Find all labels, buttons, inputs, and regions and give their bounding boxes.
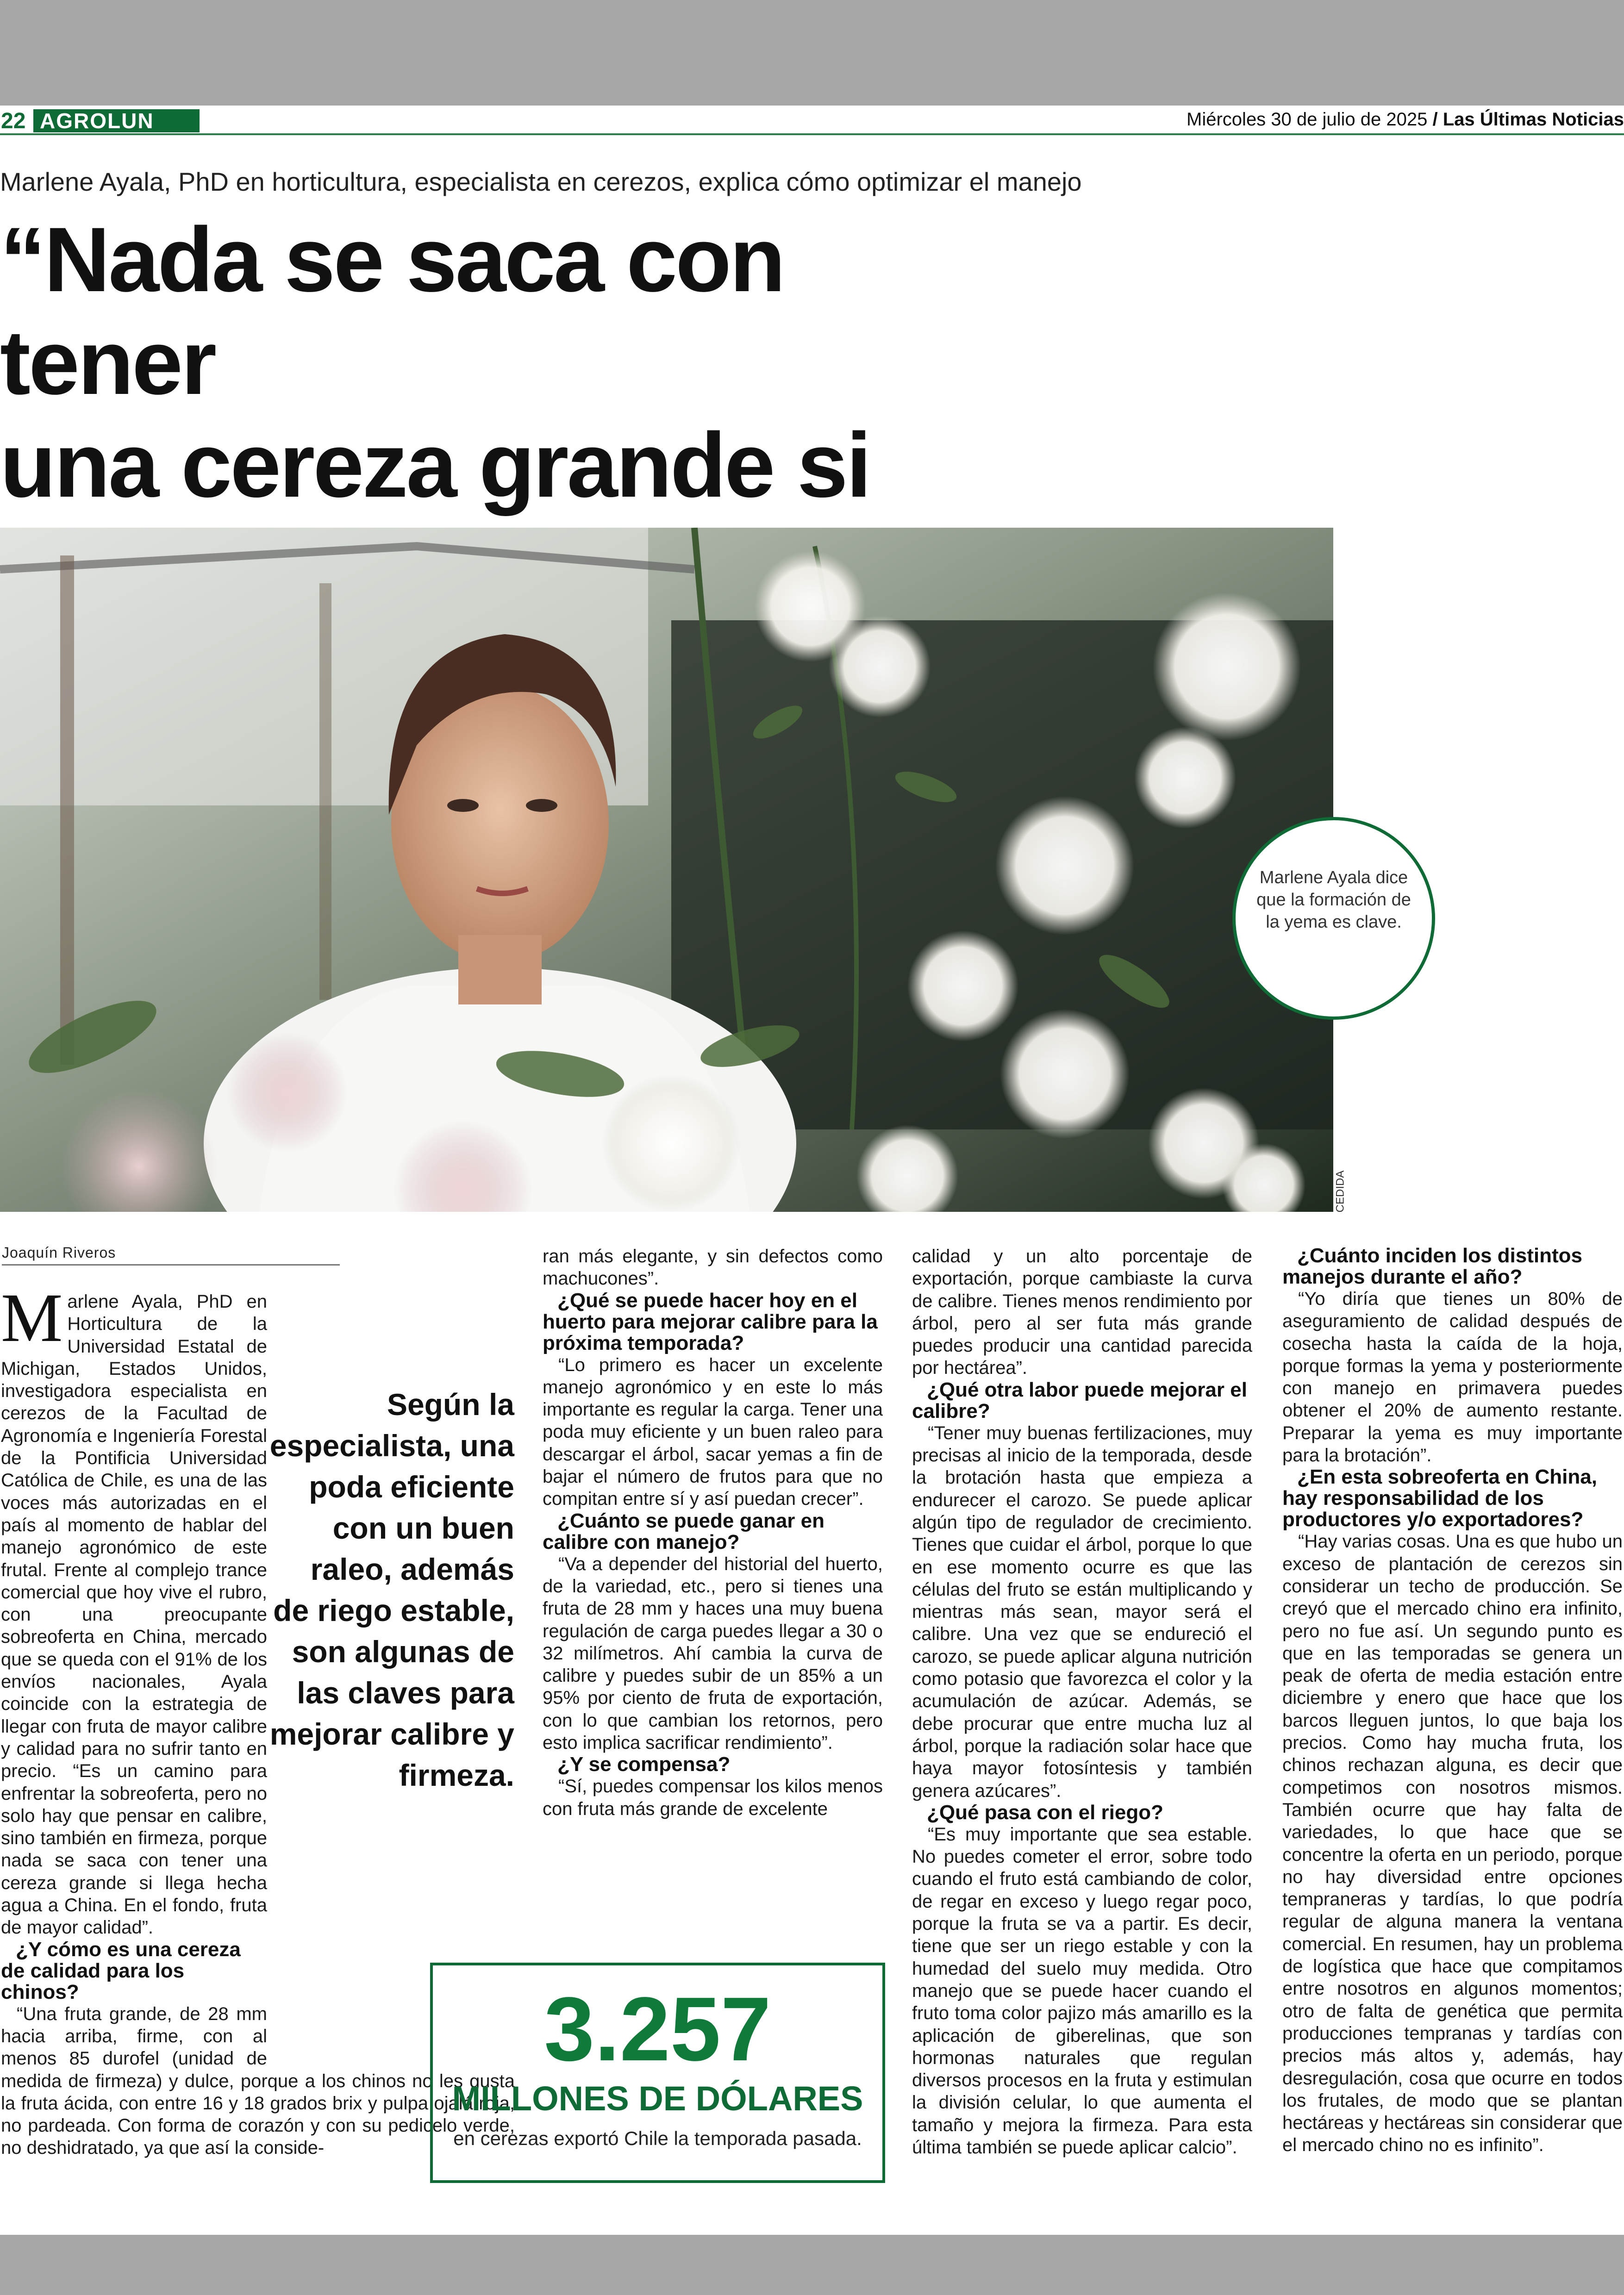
issue-date: Miércoles 30 de julio de 2025	[1187, 109, 1428, 130]
header-rule	[0, 133, 1624, 135]
top-margin-band	[0, 0, 1624, 106]
photo-caption: Marlene Ayala dice que la formación de la yema es clave.	[1256, 868, 1411, 932]
body-paragraph: “Es muy importante que sea estable. No puedes cometer el error, sobre todo cuando el fruto está cambiando de color, de regar en exceso y luego regar poco, porque la fruta se va a partir. Es decir, tiene que ser un riego estable y con la humedad del suelo muy medida. Otro manejo que se puede hacer cuando el fruto toma color pajizo más amarillo es la aplicación de giberelinas, que son hormonas naturales que regulan diversos procesos en la fruta y estimulan la división celular, lo que aumenta el tamaño y mejora la firmeza. Para esta última también se puede aplicar calcio”.	[912, 1824, 1252, 2158]
photo-credit	[1333, 1166, 1352, 1213]
photo-illustration	[0, 528, 1333, 1212]
col2-text	[543, 1245, 883, 1820]
article-photo	[0, 528, 1333, 1212]
body-paragraph: “Lo primero es hacer un excelente manejo agronómico y en este lo más importante es regular la carga. Tener una poda muy eficiente y un buen raleo para descargar el árbol, sacar yemas a fin de bajar el número de frutos para que no compitan entre sí y así puedan crecer”.	[543, 1354, 883, 1509]
body-paragraph: “Yo diría que tienes un 80% de aseguramiento de calidad después de cosecha hasta la caída de la hoja, porque formas la yema y posteriormente con manejo en primavera puedes obtener el 20% de aumento restante. Preparar la yema es muy importante para la brotación”.	[1282, 1289, 1623, 1466]
interview-question: ¿Qué otra labor puede mejorar el calibre?	[912, 1378, 1247, 1422]
headline-line: “Nada se saca con tener	[0, 208, 784, 413]
interview-question: ¿Qué se puede hacer hoy en el huerto para mejorar calibre para la próxima temporada?	[543, 1289, 878, 1354]
stat-number: 3.257	[544, 1978, 771, 2080]
interview-question: ¿Cuánto inciden los distintos manejos durante el año?	[1282, 1244, 1582, 1288]
interview-question: ¿Cuánto se puede ganar en calibre con manejo?	[543, 1509, 824, 1553]
dropcap: M	[1, 1279, 63, 1356]
dateline-separator: /	[1432, 109, 1438, 130]
body-paragraph: “Tener muy buenas fertilizaciones, muy precisas al inicio de la temporada, desde la brotación hasta que empieza a endurecer el carozo. Se puede aplicar algún tipo de regulador de crecimiento. Tienes que cuidar el árbol, porque lo que en ese momento ocurre es que las células del fruto se están multiplicando y mientras más sean, mayor será el calibre. Una vez que se endureció el carozo, se puede aplicar alguna nutrición como potasio que favorezca el color y la acumulación de azúcar. Además, se debe procurar que entre mucha luz al árbol, porque la radiación solar hace que haya mayor fotosíntesis y también genera azúcares”.	[912, 1422, 1252, 1801]
section-label: AGROLUN	[33, 109, 200, 132]
article-column-3	[912, 1245, 1252, 2158]
bottom-margin-band	[0, 2235, 1624, 2295]
col4-text	[1282, 1245, 1623, 2157]
body-paragraph: calidad y un alto porcentaje de exportación, porque cambiaste la curva de calibre. Tienes menos rendimiento por árbol, pero al ser futa más grande puedes producir una cantidad parecida por hectárea”.	[912, 1246, 1252, 1378]
interview-question: ¿En esta sobreoferta en China, hay responsabilidad de los productores y/o exportadores?	[1282, 1466, 1597, 1531]
stat-box	[430, 1963, 885, 2183]
interview-question: ¿Y se compensa?	[557, 1753, 731, 1776]
article-column-2	[543, 1245, 883, 1820]
col3-text	[912, 1245, 1252, 2158]
photo-caption-circle	[1232, 817, 1435, 1020]
body-paragraph: “Sí, puedes compensar los kilos menos con fruta más grande de excelente	[543, 1776, 883, 1819]
body-paragraph: “Una fruta grande, de 28 mm hacia arriba, firme, con al menos 85 durofel (unidad de medida de firmeza) y dulce, porque a los chinos no les gusta la fruta ácida, con entre 16 y 18 grados brix y pulpa ojalá roja, no pardeada. Con forma de corazón y con su pedicelo verde, no deshidratado, ya que así la conside-	[1, 2003, 515, 2158]
body-paragraph: ran más elegante, y sin defectos como machucones”.	[543, 1246, 883, 1289]
byline: Joaquín Riveros	[2, 1244, 340, 1266]
interview-question: ¿Qué pasa con el riego?	[927, 1801, 1164, 1824]
stat-description: en cerezas exportó Chile la temporada pasada.	[453, 2127, 862, 2149]
stat-unit: MILLONES DE DÓLARES	[452, 2079, 863, 2118]
dateline	[1187, 109, 1624, 130]
page-number: 22	[1, 109, 26, 133]
body-paragraph: arlene Ayala, PhD en Horticultura de la Universidad Estatal de Michigan, Estados Unidos, investigadora especialista en cerezos de la Facultad de Agronomía e Ingeniería Forestal de la Pontificia Universidad Católica de Chile, es una de las voces más autorizadas en el país al momento de hablar del manejo agronómico de este frutal. Frente al complejo trance comercial que hoy vive el rubro, con una preocupante sobreoferta en China, mercado que se queda con el 91% de los envíos nacionales, Ayala coincide con la estrategia de llegar con fruta de mayor calibre y calidad para no sufrir tanto en precio. “Es un camino para enfrentar la sobreoferta, pero no solo hay que pensar en calibre, sino también en firmeza, porque nada se saca con tener una cereza grande si llega hecha agua a China. En el fondo, fruta de mayor calidad”.	[1, 1291, 267, 1938]
headline-line: una cereza grande si	[0, 414, 870, 516]
photo-credit-text: CEDIDA	[1334, 1170, 1347, 1213]
interview-question: ¿Y cómo es una cereza de calidad para los chinos?	[1, 1938, 241, 2003]
publication-name: Las Últimas Noticias	[1443, 109, 1624, 130]
article-column-4	[1282, 1245, 1623, 2157]
body-paragraph: “Hay varias cosas. Una es que hubo un exceso de plantación de cerezos sin considerar un techo de producción. Se creyó que el mercado chino era infinito, pero no fue así. Un segundo punto es que en las temporadas se genera un peak de oferta de media estación entre diciembre y enero que hace que los barcos lleguen juntos, lo que baja los precios. Como hay mucha fruta, los chinos rechazan alguna, es decir que competimos con nosotros mismos. También ocurre que hay falta de variedades, lo que hace que se concentre la oferta en un periodo, porque no hay diversidad entre opciones tempraneras y tardías, lo que podría regular de alguna manera la ventana comercial. En resumen, hay un problema de logística que hace que compitamos entre nosotros en algunos momentos; otro de falta de genética que permita producciones tempranas y tardías con precios más altos y, además, hay desregulación, cosa que ocurre en todos los frutales, de modo que se plantan hectáreas y hectáreas sin considerar que el mercado chino no es infinito”.	[1282, 1531, 1623, 2156]
article-kicker: Marlene Ayala, PhD en horticultura, especialista en cerezos, explica cómo optimizar el manejo	[0, 167, 1082, 196]
pullquote: Según la especialista, una poda eficiente con un buen raleo, además de riego estable, son algunas de las claves para mejorar calibre y firmeza.	[269, 1387, 514, 1792]
body-paragraph: “Va a depender del historial del huerto, de la variedad, etc., pero si tienes una fruta de 28 mm y haces una muy buena regulación de carga puedes llegar a 30 o 32 milímetros. Ahí cambia la curva de calibre y puedes subir de un 85% a un 95% por ciento de fruta de exportación, con lo que cambian los retornos, pero esto implica sacrificar rendimiento”.	[543, 1553, 883, 1753]
